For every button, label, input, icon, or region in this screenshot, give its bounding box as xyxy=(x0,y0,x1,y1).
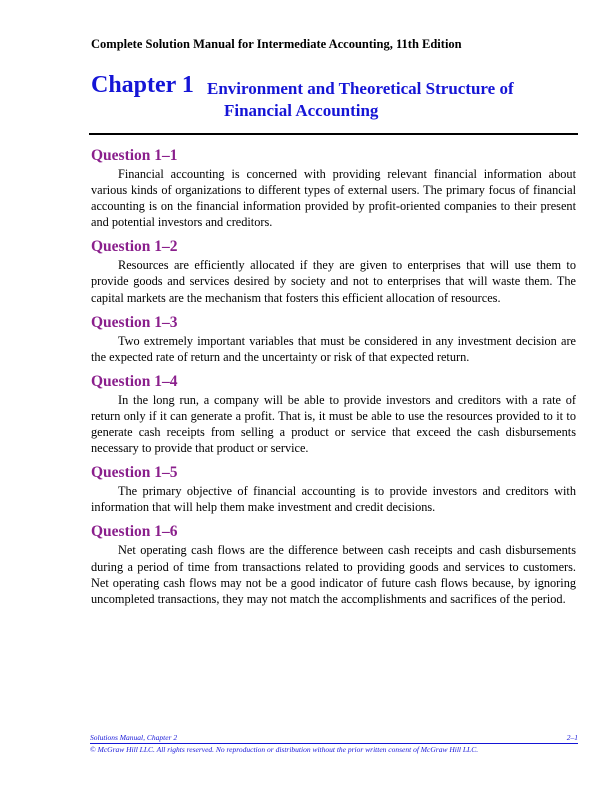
question-item xyxy=(91,237,576,305)
question-item xyxy=(91,522,576,606)
copyright-notice: © McGraw Hill LLC. All rights reserved. No reproduction or distribution without the prior written consent of McGraw Hill LLC. xyxy=(90,744,479,754)
footer-source: Solutions Manual, Chapter 2 xyxy=(90,733,178,742)
question-item xyxy=(91,463,576,515)
question-title: Question 1–5 xyxy=(91,464,178,482)
question-answer: In the long run, a company will be able to provide investors and creditors with a rate of return only if it can generate a profit. That is, it must be able to use the resources provided to it to generate cash receipts from selling a product or service that exceed the cash disbursements necessary to provide that product or service. xyxy=(91,392,576,456)
question-title: Question 1–6 xyxy=(91,523,178,541)
page-footer xyxy=(90,733,578,754)
question-item xyxy=(91,313,576,365)
question-item xyxy=(91,372,576,456)
chapter-title-line-2: Financial Accounting xyxy=(224,101,379,120)
footer-row xyxy=(90,733,578,742)
chapter-title-line-1: Environment and Theoretical Structure of xyxy=(207,79,514,98)
chapter-label: Chapter 1 xyxy=(91,72,194,98)
question-answer: Two extremely important variables that must be considered in any investment decision are the expected rate of return and the uncertainty or risk of that expected return. xyxy=(91,333,576,364)
question-title: Question 1–1 xyxy=(91,147,178,164)
chapter-heading xyxy=(91,72,577,124)
chapter-title xyxy=(207,78,577,122)
question-item xyxy=(91,146,576,230)
heading-divider xyxy=(89,133,578,135)
questions-list xyxy=(91,146,576,614)
page-number: 2–1 xyxy=(566,733,578,742)
question-answer: The primary objective of financial accounting is to provide investors and creditors with information that will help them make investment and credit decisions. xyxy=(91,484,576,515)
question-answer: Resources are efficiently allocated if they are given to enterprises that will use them to provide goods and services desired by society and not to enterprises that will waste them. The capital markets are the mechanism that fosters this efficient allocation of resources. xyxy=(91,258,576,305)
question-title: Question 1–4 xyxy=(91,372,178,390)
question-title: Question 1–3 xyxy=(91,313,178,331)
footer-divider xyxy=(90,743,578,744)
question-title: Question 1–2 xyxy=(91,238,178,256)
question-answer: Financial accounting is concerned with providing relevant financial information about various kinds of organizations to different types of external users. The primary focus of financial accounting is on the financial information provided by profit-oriented companies to their present and potential investors and creditors. xyxy=(91,167,576,230)
page-header: Complete Solution Manual for Intermediate Accounting, 11th Edition xyxy=(91,37,462,51)
question-answer: Net operating cash flows are the difference between cash receipts and cash disbursements during a period of time from transactions related to providing goods and services to customers. Net operating cash flows may not be a good indicator of future cash flows because, by ignoring uncompleted transactions, they may not match the accomplishments and sacrifices of the period. xyxy=(91,543,576,606)
